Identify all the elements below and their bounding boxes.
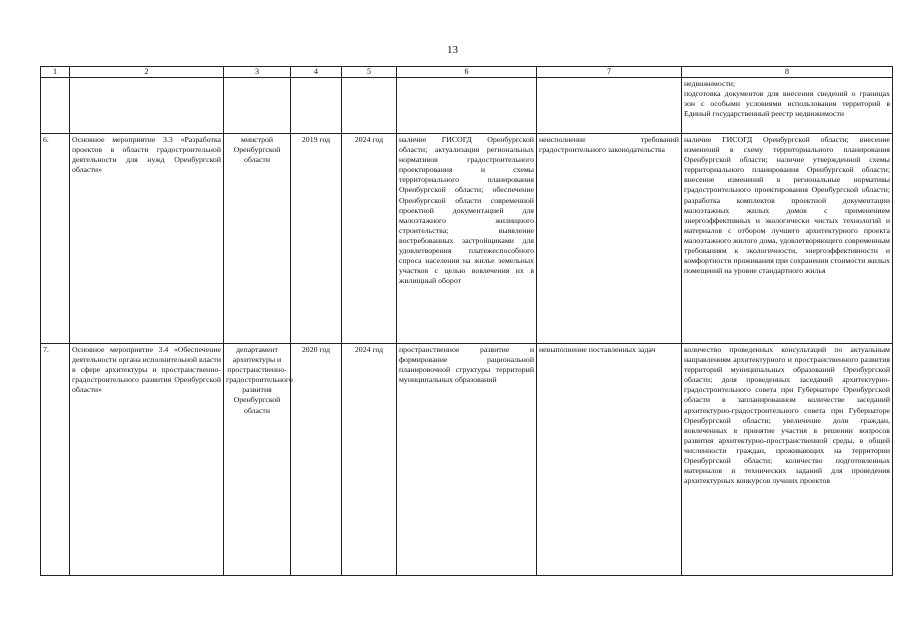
row-number: 7. <box>41 344 70 576</box>
result-cell: пространственное развитие и формирование рациональной планировочной структуры территорий муниципальных образований <box>397 344 537 576</box>
column-header: 3 <box>224 67 291 78</box>
table-row <box>41 134 893 344</box>
table-row <box>41 344 893 576</box>
consequences-cell: неисполнение требований градостроительного законодательства <box>537 134 682 344</box>
program-activities-table <box>40 66 893 576</box>
start-year-cell: 2020 год <box>291 344 342 576</box>
end-year-cell: 2024 год <box>342 344 397 576</box>
column-header: 8 <box>682 67 893 78</box>
executor-cell: департамент архитектуры и пространственно-градостроительного развития Оренбургской области <box>224 344 291 576</box>
continuation-indicators-cell <box>682 78 893 134</box>
indicators-cell: количество проведенных консультаций по актуальным направлениям архитектурного и пространственного развития территорий муниципальных образований Оренбургской области; доля проведенных заседаний архитектурно-градостроительного совета при Губернаторе Оренбургской области в запланированном количестве заседаний архитектурно-градостроительного совета при Губернаторе Оренбургской области; увеличение доли граждан, вовлеченных в принятие участия в решении вопросов развития архитектурно-пространственной среды, в общей численности граждан, проживающих на территории Оренбургской области; количество подготовленных материалов и технических заданий для проведения архитектурных конкурсов лучших проектов <box>682 344 893 576</box>
activity-cell: Основное мероприятие 3.4 «Обеспечение деятельности органа исполнительной власти в сфере архитектуры и пространственно-градостроительного развития Оренбургской области» <box>70 344 224 576</box>
continuation-line: недвижимости; <box>684 79 736 88</box>
activity-cell: Основное мероприятие 3.3 «Разработка проектов в области градостроительной деятельности для нужд Оренбургской области» <box>70 134 224 344</box>
continuation-row <box>41 78 893 134</box>
page-number: 13 <box>447 44 458 56</box>
result-cell: наличие ГИСОГД Оренбургской области; актуализация региональных нормативов градостроительного проектирования и схемы территориального планирования Оренбургской области; обеспечение Оренбургской области современной проектной документацией для малоэтажного жилищного строительства; выявление востребованных застройщиками для удовлетворения платежеспособного спроса населения на жилье земельных участков с целью вовлечения их в жилищный оборот <box>397 134 537 344</box>
consequences-cell: невыполнение поставленных задач <box>537 344 682 576</box>
column-header: 1 <box>41 67 70 78</box>
column-header: 2 <box>70 67 224 78</box>
executor-cell: минстрой Оренбургской области <box>224 134 291 344</box>
column-header: 5 <box>342 67 397 78</box>
column-number-row <box>41 67 893 78</box>
column-header: 7 <box>537 67 682 78</box>
column-header: 4 <box>291 67 342 78</box>
row-number: 6. <box>41 134 70 344</box>
start-year-cell: 2019 год <box>291 134 342 344</box>
end-year-cell: 2024 год <box>342 134 397 344</box>
column-header: 6 <box>397 67 537 78</box>
continuation-line: подготовка документов для внесения сведений о границах зон с особыми условиями использования территорий в Единый государственный реестр недвижимости <box>684 89 890 119</box>
indicators-cell: наличие ГИСОГД Оренбургской области; внесение изменений в схему территориального планирования Оренбургской области; наличие утвержденной схемы территориального планирования Оренбургской области; внесение изменений в региональные нормативы градостроительного проектирования Оренбургской области; разработка комплектов проектной документации малоэтажных жилых домов с применением энергоэффективных и экологически чистых технологий и материалов с отбором лучшего архитектурного проекта малоэтажного жилого дома, удовлетворяющего современным требованиям к экологичности, энергоэффективности и комфортности проживания при сохранении стоимости жилых помещений на уровне стандартного жилья <box>682 134 893 344</box>
